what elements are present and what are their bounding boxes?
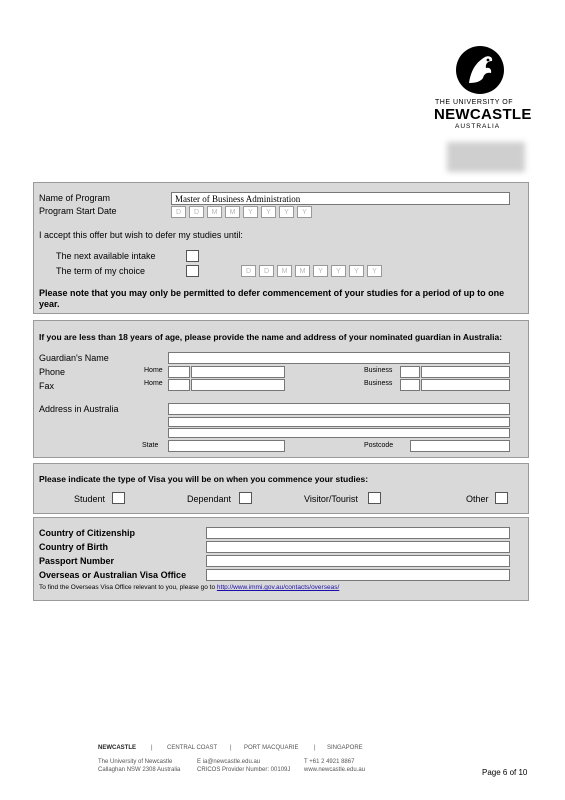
footer-campus-newcastle: NEWCASTLE: [98, 745, 136, 751]
footer-campus-port-macquarie: PORT MACQUARIE: [244, 745, 299, 751]
term-choice-label: The term of my choice: [56, 266, 146, 276]
country-birth-label: Country of Birth: [39, 542, 108, 552]
date-cell[interactable]: Y: [331, 265, 346, 277]
date-cell[interactable]: Y: [279, 206, 294, 218]
state-label: State: [142, 442, 159, 449]
fax-label: Fax: [39, 381, 55, 391]
fax-home-area[interactable]: [168, 379, 190, 391]
date-cell[interactable]: Y: [243, 206, 258, 218]
visa-section: [33, 463, 529, 514]
guardian-name-field[interactable]: [168, 352, 510, 364]
date-cell[interactable]: Y: [261, 206, 276, 218]
horse-emblem-icon: [455, 45, 505, 95]
guardian-intro: If you are less than 18 years of age, please provide the name and address of your nominated guardian in Australia:: [39, 332, 503, 342]
program-name-field[interactable]: [171, 192, 510, 205]
visa-option-dependant-checkbox[interactable]: [239, 492, 252, 504]
visa-office-help-text: To find the Overseas Visa Office relevant to you, please go to: [39, 584, 216, 591]
visa-office-link[interactable]: http://www.immi.gov.au/contacts/overseas/: [216, 584, 340, 591]
program-section: [33, 182, 529, 314]
visa-option-other-label: Other: [466, 494, 489, 504]
fax-business-area[interactable]: [400, 379, 420, 391]
program-start-label: Program Start Date: [39, 206, 117, 216]
date-cell[interactable]: Y: [313, 265, 328, 277]
footer-divider-3: |: [314, 745, 316, 751]
footer-divider-1: |: [151, 745, 153, 751]
start-date-cells[interactable]: [171, 206, 315, 218]
visa-option-student-label: Student: [74, 494, 106, 504]
date-cell[interactable]: D: [189, 206, 204, 218]
citizenship-section: [33, 517, 529, 601]
visa-option-visitor-label: Visitor/Tourist: [304, 494, 358, 504]
page-number: Page 6 of 10: [482, 768, 528, 777]
phone-home-area[interactable]: [168, 366, 190, 378]
guardian-section: [33, 320, 529, 458]
term-date-cells[interactable]: [241, 265, 385, 277]
visa-option-other-checkbox[interactable]: [495, 492, 508, 504]
university-logo: [425, 45, 535, 135]
date-cell[interactable]: M: [225, 206, 240, 218]
footer-address-2: Callaghan NSW 2308 Australia: [98, 767, 181, 773]
footer-divider-2: |: [230, 745, 232, 751]
address-label: Address in Australia: [39, 404, 119, 414]
footer-email: E ia@newcastle.edu.au: [197, 759, 261, 765]
logo-line-1: THE UNIVERSITY OF: [435, 99, 513, 106]
passport-label: Passport Number: [39, 556, 115, 566]
footer-cricos: CRICOS Provider Number: 00109J: [197, 767, 291, 773]
visa-office-help: [39, 584, 339, 591]
visa-question: Please indicate the type of Visa you will be on when you commence your studies:: [39, 474, 369, 484]
program-name-value: Master of Business Administration: [175, 194, 301, 204]
date-cell[interactable]: M: [277, 265, 292, 277]
logo-line-3: AUSTRALIA: [455, 123, 501, 130]
phone-business-label: Business: [364, 367, 393, 374]
visa-office-label: Overseas or Australian Visa Office: [39, 570, 187, 580]
postcode-label: Postcode: [364, 442, 394, 449]
date-cell[interactable]: M: [207, 206, 222, 218]
date-cell[interactable]: D: [241, 265, 256, 277]
visa-option-student-checkbox[interactable]: [112, 492, 125, 504]
next-intake-checkbox[interactable]: [186, 250, 199, 262]
fax-business-label: Business: [364, 380, 393, 387]
footer-campus-singapore: SINGAPORE: [327, 745, 363, 751]
fax-home-field[interactable]: [191, 379, 285, 391]
date-cell[interactable]: Y: [349, 265, 364, 277]
date-cell[interactable]: Y: [297, 206, 312, 218]
fax-home-label: Home: [144, 380, 163, 387]
passport-field[interactable]: [206, 555, 510, 567]
visa-office-field[interactable]: [206, 569, 510, 581]
footer-campus-central-coast: CENTRAL COAST: [167, 745, 218, 751]
phone-business-field[interactable]: [421, 366, 510, 378]
program-name-label: Name of Program: [39, 193, 111, 203]
postcode-field[interactable]: [410, 440, 510, 452]
date-cell[interactable]: Y: [367, 265, 382, 277]
country-birth-field[interactable]: [206, 541, 510, 553]
state-field[interactable]: [168, 440, 285, 452]
guardian-name-label: Guardian's Name: [39, 353, 109, 363]
phone-home-field[interactable]: [191, 366, 285, 378]
logo-line-2: NEWCASTLE: [434, 106, 532, 123]
address-line-2[interactable]: [168, 417, 510, 427]
visa-option-visitor-checkbox[interactable]: [368, 492, 381, 504]
footer-phone: T +61 2 4921 8867: [304, 759, 355, 765]
phone-business-area[interactable]: [400, 366, 420, 378]
visa-option-dependant-label: Dependant: [187, 494, 232, 504]
date-cell[interactable]: M: [295, 265, 310, 277]
address-line-3[interactable]: [168, 428, 510, 438]
address-line-1[interactable]: [168, 403, 510, 415]
date-cell[interactable]: D: [171, 206, 186, 218]
country-citizenship-field[interactable]: [206, 527, 510, 539]
date-cell[interactable]: D: [259, 265, 274, 277]
phone-home-label: Home: [144, 367, 163, 374]
footer-web: www.newcastle.edu.au: [304, 767, 366, 773]
redacted-block: [447, 142, 525, 172]
fax-business-field[interactable]: [421, 379, 510, 391]
deferral-note: Please note that you may only be permitted to defer commencement of your studies for a period of up to one year.: [39, 288, 505, 309]
phone-label: Phone: [39, 367, 66, 377]
next-intake-label: The next available intake: [56, 251, 156, 261]
country-citizenship-label: Country of Citizenship: [39, 528, 135, 538]
defer-text: I accept this offer but wish to defer my studies until:: [39, 230, 243, 240]
footer-address-1: The University of Newcastle: [98, 759, 173, 765]
term-choice-checkbox[interactable]: [186, 265, 199, 277]
